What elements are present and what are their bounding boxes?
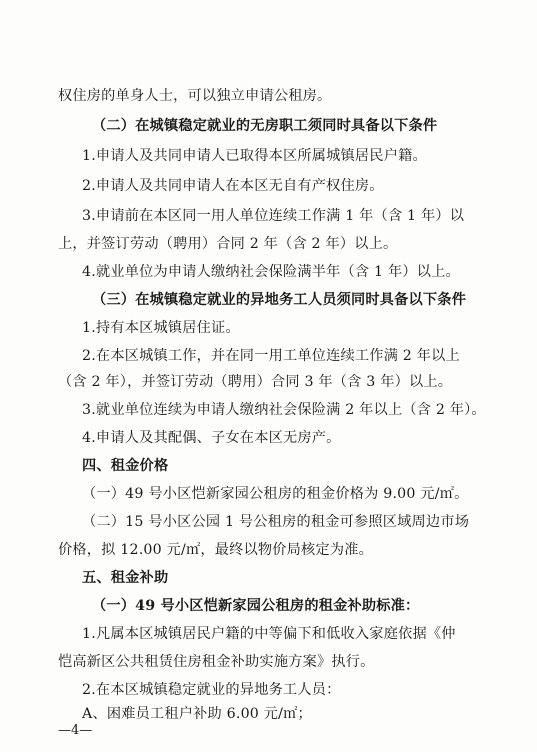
list-item: 3.就业单位连续为申请人缴纳社会保险满 2 年以上（含 2 年）。 <box>82 402 486 418</box>
page-number: —4— <box>58 723 93 738</box>
list-item: （一）49 号小区恺新家园公租房的租金价格为 9.00 元/㎡。 <box>82 486 469 502</box>
list-item: 1.持有本区城镇居住证。 <box>82 320 240 336</box>
section-heading-2: （二）在城镇稳定就业的无房职工须同时具备以下条件 <box>92 118 438 134</box>
list-item: 1.申请人及共同申请人已取得本区所属城镇居民户籍。 <box>82 148 427 164</box>
text-line-continuation: （含 2 年），并签订劳动（聘用）合同 3 年（含 3 年）以上。 <box>58 374 453 390</box>
list-item: 3.申请前在本区同一用人单位连续工作满 1 年（含 1 年）以 <box>82 208 465 224</box>
section-heading-rent-price: 四、租金价格 <box>82 458 169 474</box>
list-item: （二）15 号小区公园 1 号公租房的租金可参照区域周边市场 <box>82 514 470 530</box>
text-line-continuation: 恺高新区公共租赁住房租金补助实施方案》执行。 <box>58 654 375 670</box>
section-heading-rent-subsidy: 五、租金补助 <box>82 570 169 586</box>
list-item: 4.申请人及其配偶、子女在本区无房产。 <box>82 430 341 446</box>
text-line-continuation: 价格，拟 12.00 元/㎡，最终以物价局核定为准。 <box>58 542 373 558</box>
list-item: 2.在本区城镇稳定就业的异地务工人员： <box>82 682 341 698</box>
text-line-continuation: 上，并签订劳动（聘用）合同 2 年（含 2 年）以上。 <box>58 236 398 252</box>
list-item: 2.在本区城镇工作，并在同一用工单位连续工作满 2 年以上 <box>82 348 460 364</box>
list-item: A、困难员工租户补助 6.00 元/㎡； <box>82 706 312 722</box>
list-item: 2.申请人及共同申请人在本区无自有产权住房。 <box>82 178 384 194</box>
list-item: 4.就业单位为申请人缴纳社会保险满半年（含 1 年）以上。 <box>82 264 460 280</box>
subsection-heading: （一）49 号小区恺新家园公租房的租金补助标准： <box>92 598 420 614</box>
list-item: 1.凡属本区城镇居民户籍的中等偏下和低收入家庭依据《仲 <box>82 626 456 642</box>
text-line-continuation: 权住房的单身人士，可以独立申请公租房。 <box>58 88 332 104</box>
section-heading-3: （三）在城镇稳定就业的异地务工人员须同时具备以下条件 <box>92 292 467 308</box>
